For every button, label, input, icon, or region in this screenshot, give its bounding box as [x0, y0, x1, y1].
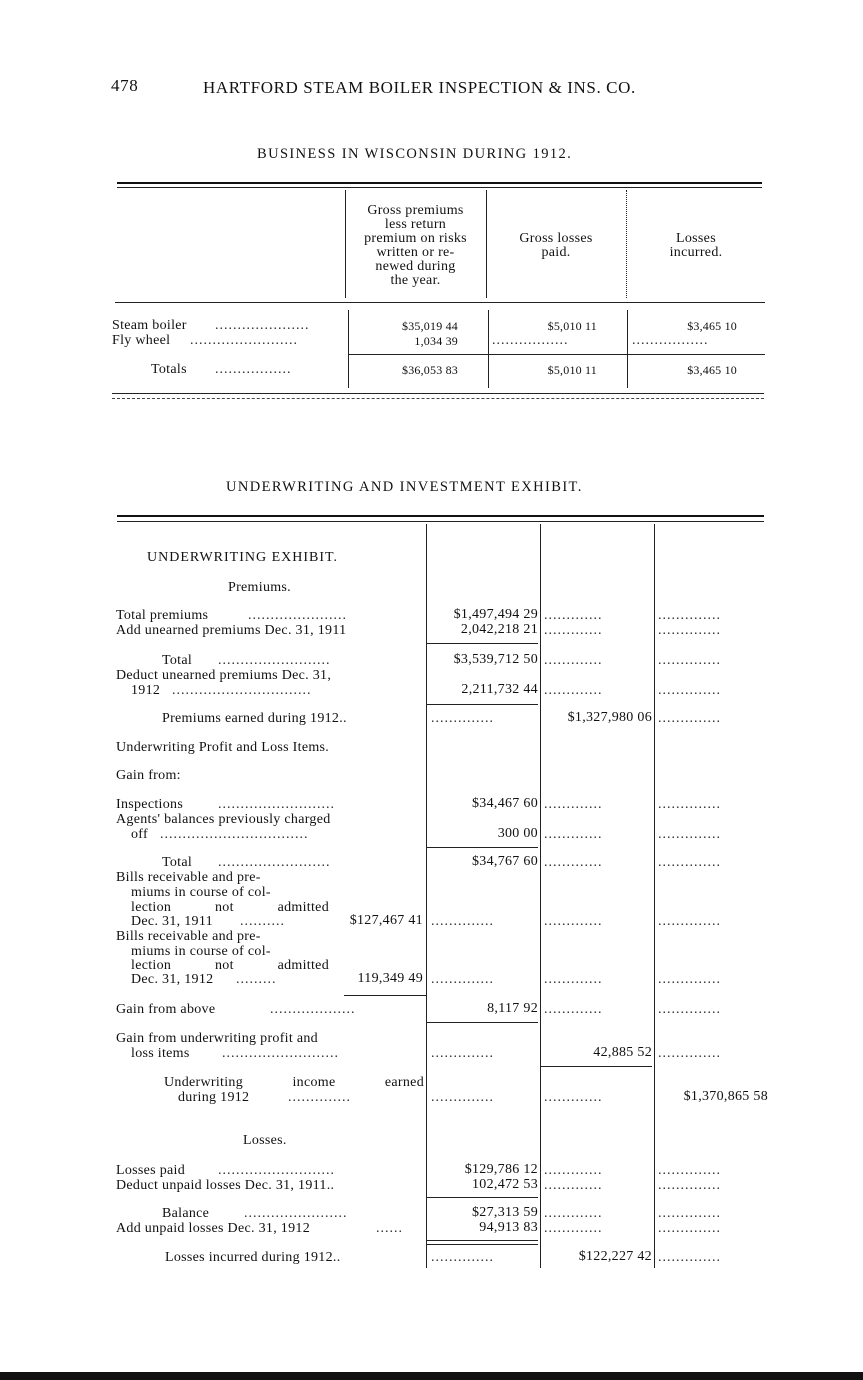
deduct-unearned-year: 1912	[131, 683, 161, 698]
col-header-losses-paid	[486, 232, 626, 260]
gain-above-value: 8,117 92	[487, 1001, 538, 1016]
losses-incurred-label: Losses incurred during 1912..	[165, 1250, 341, 1265]
premiums-header-line: Gross premiums	[367, 203, 464, 218]
losses-paid-header-line: paid.	[541, 245, 571, 260]
total-premiums-label: Total premiums	[116, 608, 209, 623]
row-label: Fly wheel	[112, 333, 171, 348]
losses-heading: Losses.	[243, 1133, 287, 1148]
premiums-earned-value: $1,327,980 06	[567, 710, 652, 725]
premiums-heading: Premiums.	[228, 580, 291, 595]
row-label: Steam boiler	[112, 318, 187, 333]
total-label: Total	[162, 653, 193, 668]
gain-above-label: Gain from above	[116, 1002, 216, 1017]
bills-1911-line: miums in course of col-	[131, 885, 271, 900]
totals-losses-incurred: $3,465 10	[687, 363, 737, 377]
bills-1911-amount: $127,467 41	[349, 913, 423, 928]
losses-paid-label: Losses paid	[116, 1163, 186, 1178]
running-title: HARTFORD STEAM BOILER INSPECTION & INS. CO.	[203, 78, 636, 97]
bills-1911-line: Dec. 31, 1911	[131, 914, 213, 929]
agents-label: Agents' balances previously charged	[116, 812, 331, 827]
wisconsin-title: BUSINESS IN WISCONSIN DURING 1912.	[257, 146, 573, 162]
bills-1912-line: Bills receivable and pre-	[116, 929, 261, 944]
bills-1912-line: miums in course of col-	[131, 944, 271, 959]
bills-1912-line: lection not admitted	[131, 958, 329, 973]
deduct-unearned-value: 2,211,732 44	[461, 682, 538, 697]
col-header-losses-incurred	[626, 232, 766, 260]
totals-premiums: $36,053 83	[402, 363, 458, 377]
losses-paid-value: $5,010 11	[547, 319, 597, 333]
deduct-unearned-label: Deduct unearned premiums Dec. 31,	[116, 668, 332, 683]
inspections-value: $34,467 60	[472, 796, 538, 811]
uw-income-label-cont: during 1912	[178, 1090, 250, 1105]
total-premiums-value: $1,497,494 29	[453, 607, 538, 622]
uw-income-value: $1,370,865 58	[683, 1089, 768, 1104]
bills-1912-amount: 119,349 49	[357, 971, 423, 986]
premiums-header-line: newed during	[375, 259, 456, 274]
deduct-unpaid-value: 102,472 53	[472, 1177, 538, 1192]
premiums-value: $35,019 44	[402, 319, 458, 333]
losses-incurred-header-line: Losses	[676, 231, 716, 246]
agents-value: 300 00	[497, 826, 538, 841]
uw-items-heading: Underwriting Profit and Loss Items.	[116, 740, 330, 755]
totals-label: Totals	[151, 362, 187, 377]
add-unpaid-label: Add unpaid losses Dec. 31, 1912	[116, 1221, 310, 1236]
exhibit-subtitle: UNDERWRITING EXHIBIT.	[147, 550, 339, 565]
total2-label: Total	[162, 855, 193, 870]
premiums-header-line: written or re-	[376, 245, 455, 260]
gain-uw-value: 42,885 52	[593, 1045, 652, 1060]
losses-incurred-value: $122,227 42	[578, 1249, 652, 1264]
gain-uw-label: Gain from underwriting profit and	[116, 1031, 318, 1046]
agents-label-cont: off	[131, 827, 148, 842]
bills-1911-line: lection not admitted	[131, 900, 329, 915]
uw-income-label: Underwriting income earned	[164, 1075, 424, 1090]
premiums-header-line: premium on risks	[364, 231, 467, 246]
bills-1912-line: Dec. 31, 1912	[131, 972, 214, 987]
balance-value: $27,313 59	[472, 1205, 538, 1220]
total-value: $3,539,712 50	[453, 652, 538, 667]
gain-uw-label-cont: loss items	[131, 1046, 190, 1061]
premiums-header-line: less return	[384, 217, 447, 232]
losses-paid-value: $129,786 12	[464, 1162, 538, 1177]
page-edge-bar	[0, 1372, 863, 1380]
col-header-premiums	[345, 204, 486, 288]
add-unearned-label: Add unearned premiums Dec. 31, 1911	[116, 623, 347, 638]
add-unpaid-value: 94,913 83	[479, 1220, 538, 1235]
total2-value: $34,767 60	[472, 854, 538, 869]
exhibit-title: UNDERWRITING AND INVESTMENT EXHIBIT.	[226, 479, 583, 495]
losses-incurred-value: $3,465 10	[687, 319, 737, 333]
add-unearned-value: 2,042,218 21	[460, 622, 538, 637]
gain-from-heading: Gain from:	[116, 768, 181, 783]
bills-1911-line: Bills receivable and pre-	[116, 870, 261, 885]
inspections-label: Inspections	[116, 797, 184, 812]
losses-incurred-header-line: incurred.	[669, 245, 723, 260]
totals-losses-paid: $5,010 11	[547, 363, 597, 377]
page-number: 478	[111, 76, 139, 95]
premiums-header-line: the year.	[390, 273, 441, 288]
losses-paid-header-line: Gross losses	[519, 231, 593, 246]
balance-label: Balance	[162, 1206, 210, 1221]
premiums-earned-label: Premiums earned during 1912..	[162, 711, 347, 726]
premiums-value: 1,034 39	[414, 334, 458, 348]
deduct-unpaid-label: Deduct unpaid losses Dec. 31, 1911..	[116, 1178, 335, 1193]
